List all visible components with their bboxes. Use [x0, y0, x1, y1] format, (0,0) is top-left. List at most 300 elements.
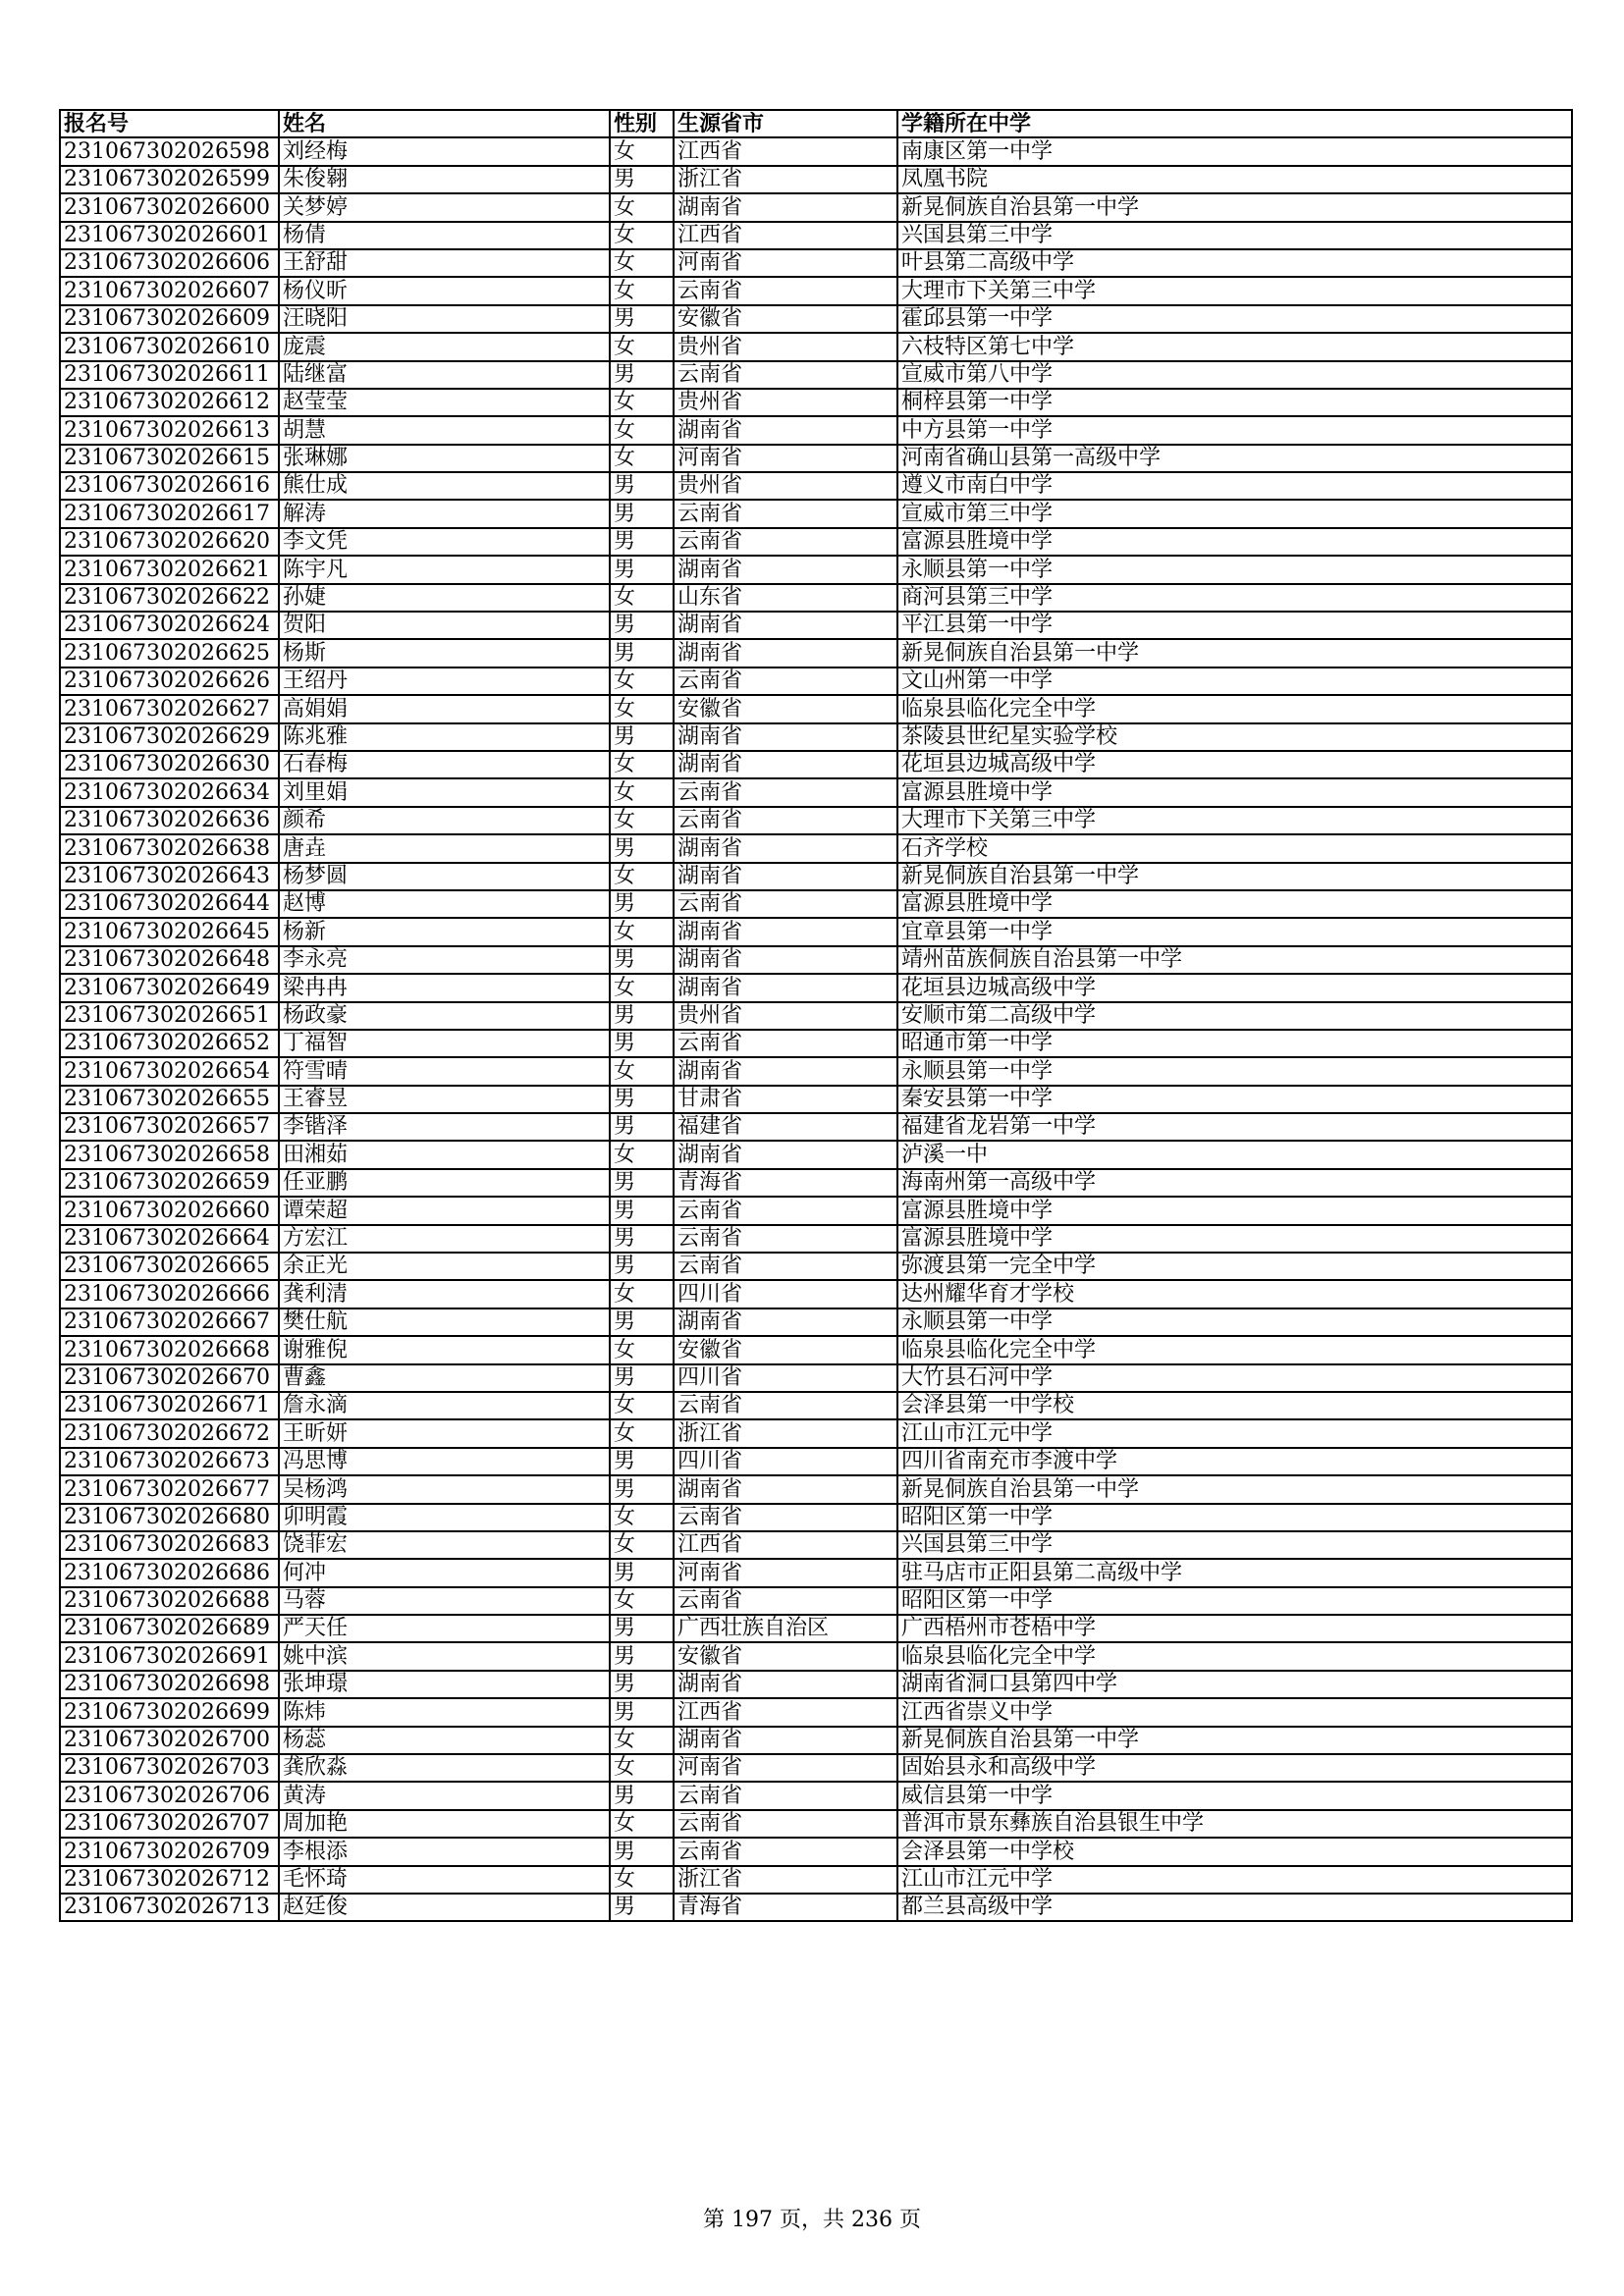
school-cell: 安顺市第二高级中学 — [897, 1002, 1572, 1030]
registration-number-cell: 231067302026673 — [60, 1448, 279, 1475]
gender-cell: 女 — [610, 584, 674, 612]
province-cell: 浙江省 — [674, 1866, 897, 1894]
province-cell: 甘肃省 — [674, 1086, 897, 1113]
header-school: 学籍所在中学 — [897, 110, 1572, 137]
name-cell: 何冲 — [279, 1559, 610, 1586]
gender-cell: 男 — [610, 305, 674, 333]
table-row — [60, 584, 1572, 612]
table-row — [60, 1615, 1572, 1642]
gender-cell: 男 — [610, 1197, 674, 1224]
table-row — [60, 193, 1572, 221]
name-cell: 姚中滨 — [279, 1642, 610, 1670]
table-row — [60, 1531, 1572, 1559]
school-cell: 中方县第一中学 — [897, 416, 1572, 444]
name-cell: 唐垚 — [279, 834, 610, 862]
gender-cell: 男 — [610, 472, 674, 500]
table-row — [60, 974, 1572, 1001]
school-cell: 大竹县石河中学 — [897, 1364, 1572, 1392]
gender-cell: 男 — [610, 639, 674, 667]
gender-cell: 女 — [610, 1810, 674, 1838]
registration-number-cell: 231067302026600 — [60, 193, 279, 221]
school-cell: 达州耀华育才学校 — [897, 1280, 1572, 1308]
school-cell: 宣威市第三中学 — [897, 500, 1572, 527]
registration-number-cell: 231067302026666 — [60, 1280, 279, 1308]
gender-cell: 女 — [610, 667, 674, 695]
gender-cell: 男 — [610, 1838, 674, 1865]
table-row — [60, 1866, 1572, 1894]
table-row — [60, 723, 1572, 751]
registration-number-cell: 231067302026644 — [60, 890, 279, 918]
registration-number-cell: 231067302026654 — [60, 1057, 279, 1085]
registration-number-cell: 231067302026664 — [60, 1225, 279, 1253]
header-row — [60, 110, 1572, 137]
school-cell: 茶陵县世纪星实验学校 — [897, 723, 1572, 751]
province-cell: 云南省 — [674, 807, 897, 834]
province-cell: 云南省 — [674, 778, 897, 806]
registration-number-cell: 231067302026709 — [60, 1838, 279, 1865]
table-row — [60, 890, 1572, 918]
province-cell: 贵州省 — [674, 472, 897, 500]
name-cell: 庞震 — [279, 333, 610, 360]
school-cell: 永顺县第一中学 — [897, 556, 1572, 583]
gender-cell: 男 — [610, 1030, 674, 1057]
table-row — [60, 1364, 1572, 1392]
registration-number-cell: 231067302026668 — [60, 1336, 279, 1363]
school-cell: 江山市江元中学 — [897, 1866, 1572, 1894]
gender-cell: 女 — [610, 1727, 674, 1754]
province-cell: 湖南省 — [674, 556, 897, 583]
registration-number-cell: 231067302026700 — [60, 1727, 279, 1754]
school-cell: 文山州第一中学 — [897, 667, 1572, 695]
school-cell: 会泽县第一中学校 — [897, 1838, 1572, 1865]
gender-cell: 女 — [610, 863, 674, 890]
gender-cell: 男 — [610, 946, 674, 974]
registration-number-cell: 231067302026703 — [60, 1754, 279, 1782]
registration-number-cell: 231067302026627 — [60, 695, 279, 722]
province-cell: 江西省 — [674, 137, 897, 165]
gender-cell: 女 — [610, 807, 674, 834]
registration-number-cell: 231067302026606 — [60, 249, 279, 277]
school-cell: 永顺县第一中学 — [897, 1057, 1572, 1085]
registration-number-cell: 231067302026624 — [60, 612, 279, 639]
table-row — [60, 834, 1572, 862]
table-row — [60, 778, 1572, 806]
province-cell: 河南省 — [674, 249, 897, 277]
registration-number-cell: 231067302026610 — [60, 333, 279, 360]
province-cell: 云南省 — [674, 890, 897, 918]
registration-number-cell: 231067302026609 — [60, 305, 279, 333]
table-row — [60, 222, 1572, 249]
school-cell: 富源县胜境中学 — [897, 1225, 1572, 1253]
province-cell: 云南省 — [674, 1504, 897, 1531]
province-cell: 云南省 — [674, 361, 897, 389]
table-row — [60, 1782, 1572, 1809]
province-cell: 云南省 — [674, 1810, 897, 1838]
province-cell: 河南省 — [674, 1754, 897, 1782]
province-cell: 湖南省 — [674, 834, 897, 862]
registration-number-cell: 231067302026638 — [60, 834, 279, 862]
table-row — [60, 500, 1572, 527]
name-cell: 田湘茹 — [279, 1141, 610, 1168]
registration-number-cell: 231067302026691 — [60, 1642, 279, 1670]
school-cell: 普洱市景东彝族自治县银生中学 — [897, 1810, 1572, 1838]
gender-cell: 男 — [610, 834, 674, 862]
name-cell: 杨蕊 — [279, 1727, 610, 1754]
gender-cell: 女 — [610, 751, 674, 778]
gender-cell: 女 — [610, 1754, 674, 1782]
name-cell: 符雪晴 — [279, 1057, 610, 1085]
province-cell: 云南省 — [674, 667, 897, 695]
name-cell: 毛怀琦 — [279, 1866, 610, 1894]
registration-number-cell: 231067302026651 — [60, 1002, 279, 1030]
province-cell: 湖南省 — [674, 974, 897, 1001]
name-cell: 赵莹莹 — [279, 389, 610, 416]
school-cell: 江山市江元中学 — [897, 1419, 1572, 1447]
school-cell: 宣威市第八中学 — [897, 361, 1572, 389]
gender-cell: 男 — [610, 890, 674, 918]
school-cell: 兴国县第三中学 — [897, 222, 1572, 249]
table-row — [60, 277, 1572, 304]
school-cell: 平江县第一中学 — [897, 612, 1572, 639]
province-cell: 青海省 — [674, 1894, 897, 1921]
registration-number-cell: 231067302026601 — [60, 222, 279, 249]
name-cell: 颜希 — [279, 807, 610, 834]
gender-cell: 男 — [610, 723, 674, 751]
gender-cell: 女 — [610, 193, 674, 221]
province-cell: 云南省 — [674, 1225, 897, 1253]
school-cell: 宜章县第一中学 — [897, 918, 1572, 945]
province-cell: 云南省 — [674, 1030, 897, 1057]
table-row — [60, 863, 1572, 890]
registration-number-cell: 231067302026634 — [60, 778, 279, 806]
school-cell: 新晃侗族自治县第一中学 — [897, 1727, 1572, 1754]
registration-number-cell: 231067302026620 — [60, 528, 279, 556]
school-cell: 泸溪一中 — [897, 1141, 1572, 1168]
gender-cell: 男 — [610, 1642, 674, 1670]
registration-number-cell: 231067302026683 — [60, 1531, 279, 1559]
school-cell: 叶县第二高级中学 — [897, 249, 1572, 277]
gender-cell: 男 — [610, 1448, 674, 1475]
province-cell: 江西省 — [674, 222, 897, 249]
gender-cell: 男 — [610, 1002, 674, 1030]
province-cell: 浙江省 — [674, 1419, 897, 1447]
province-cell: 湖南省 — [674, 1671, 897, 1698]
name-cell: 丁福智 — [279, 1030, 610, 1057]
registration-number-cell: 231067302026648 — [60, 946, 279, 974]
school-cell: 都兰县高级中学 — [897, 1894, 1572, 1921]
table-row — [60, 249, 1572, 277]
province-cell: 山东省 — [674, 584, 897, 612]
province-cell: 湖南省 — [674, 723, 897, 751]
registration-number-cell: 231067302026611 — [60, 361, 279, 389]
gender-cell: 男 — [610, 1225, 674, 1253]
school-cell: 富源县胜境中学 — [897, 528, 1572, 556]
province-cell: 湖南省 — [674, 1727, 897, 1754]
table-row — [60, 612, 1572, 639]
registration-number-cell: 231067302026616 — [60, 472, 279, 500]
name-cell: 梁冉冉 — [279, 974, 610, 1001]
gender-cell: 男 — [610, 1698, 674, 1726]
school-cell: 商河县第三中学 — [897, 584, 1572, 612]
table-row — [60, 472, 1572, 500]
registration-number-cell: 231067302026615 — [60, 445, 279, 472]
school-cell: 临泉县临化完全中学 — [897, 1336, 1572, 1363]
registration-number-cell: 231067302026706 — [60, 1782, 279, 1809]
table-row — [60, 918, 1572, 945]
gender-cell: 女 — [610, 918, 674, 945]
table-row — [60, 946, 1572, 974]
name-cell: 高娟娟 — [279, 695, 610, 722]
name-cell: 李文凭 — [279, 528, 610, 556]
name-cell: 李永亮 — [279, 946, 610, 974]
gender-cell: 女 — [610, 1504, 674, 1531]
registration-number-cell: 231067302026598 — [60, 137, 279, 165]
registration-number-cell: 231067302026630 — [60, 751, 279, 778]
name-cell: 胡慧 — [279, 416, 610, 444]
name-cell: 王绍丹 — [279, 667, 610, 695]
school-cell: 大理市下关第三中学 — [897, 277, 1572, 304]
registration-number-cell: 231067302026643 — [60, 863, 279, 890]
name-cell: 余正光 — [279, 1253, 610, 1280]
name-cell: 吴杨鸿 — [279, 1475, 610, 1503]
gender-cell: 女 — [610, 222, 674, 249]
registration-number-cell: 231067302026659 — [60, 1169, 279, 1197]
school-cell: 富源县胜境中学 — [897, 1197, 1572, 1224]
name-cell: 汪晓阳 — [279, 305, 610, 333]
table-row — [60, 1810, 1572, 1838]
table-row — [60, 1392, 1572, 1419]
table-row — [60, 137, 1572, 165]
school-cell: 富源县胜境中学 — [897, 890, 1572, 918]
school-cell: 威信县第一中学 — [897, 1782, 1572, 1809]
name-cell: 杨倩 — [279, 222, 610, 249]
registration-number-cell: 231067302026612 — [60, 389, 279, 416]
name-cell: 张琳娜 — [279, 445, 610, 472]
gender-cell: 男 — [610, 1615, 674, 1642]
school-cell: 福建省龙岩第一中学 — [897, 1113, 1572, 1141]
name-cell: 王睿昱 — [279, 1086, 610, 1113]
province-cell: 湖南省 — [674, 193, 897, 221]
table-row — [60, 556, 1572, 583]
registration-number-cell: 231067302026665 — [60, 1253, 279, 1280]
gender-cell: 女 — [610, 1141, 674, 1168]
province-cell: 河南省 — [674, 1559, 897, 1586]
school-cell: 湖南省洞口县第四中学 — [897, 1671, 1572, 1698]
page-number-footer: 第 197 页，共 236 页 — [703, 2208, 921, 2232]
registration-number-cell: 231067302026655 — [60, 1086, 279, 1113]
registration-number-cell: 231067302026699 — [60, 1698, 279, 1726]
registration-number-cell: 231067302026707 — [60, 1810, 279, 1838]
table-row — [60, 1197, 1572, 1224]
table-row — [60, 1057, 1572, 1085]
registration-number-cell: 231067302026636 — [60, 807, 279, 834]
province-cell: 云南省 — [674, 528, 897, 556]
gender-cell: 女 — [610, 1392, 674, 1419]
name-cell: 黄涛 — [279, 1782, 610, 1809]
registration-number-cell: 231067302026667 — [60, 1308, 279, 1336]
province-cell: 贵州省 — [674, 333, 897, 360]
school-cell: 江西省崇义中学 — [897, 1698, 1572, 1726]
table-row — [60, 1113, 1572, 1141]
name-cell: 杨新 — [279, 918, 610, 945]
gender-cell: 女 — [610, 778, 674, 806]
registration-number-cell: 231067302026658 — [60, 1141, 279, 1168]
table-row — [60, 1030, 1572, 1057]
province-cell: 湖南省 — [674, 416, 897, 444]
table-body — [60, 137, 1572, 1921]
name-cell: 解涛 — [279, 500, 610, 527]
table-row — [60, 1504, 1572, 1531]
gender-cell: 女 — [610, 1866, 674, 1894]
table-row — [60, 305, 1572, 333]
table-row — [60, 667, 1572, 695]
table-row — [60, 1336, 1572, 1363]
province-cell: 湖南省 — [674, 612, 897, 639]
gender-cell: 女 — [610, 277, 674, 304]
table-row — [60, 389, 1572, 416]
province-cell: 云南省 — [674, 1782, 897, 1809]
registration-number-cell: 231067302026652 — [60, 1030, 279, 1057]
school-cell: 海南州第一高级中学 — [897, 1169, 1572, 1197]
registration-number-cell: 231067302026698 — [60, 1671, 279, 1698]
school-cell: 固始县永和高级中学 — [897, 1754, 1572, 1782]
school-cell: 四川省南充市李渡中学 — [897, 1448, 1572, 1475]
registration-number-cell: 231067302026629 — [60, 723, 279, 751]
gender-cell: 女 — [610, 1587, 674, 1615]
name-cell: 赵博 — [279, 890, 610, 918]
province-cell: 云南省 — [674, 1253, 897, 1280]
school-cell: 驻马店市正阳县第二高级中学 — [897, 1559, 1572, 1586]
province-cell: 四川省 — [674, 1280, 897, 1308]
province-cell: 云南省 — [674, 1838, 897, 1865]
table-row — [60, 1280, 1572, 1308]
name-cell: 陈兆雅 — [279, 723, 610, 751]
registration-number-cell: 231067302026621 — [60, 556, 279, 583]
school-cell: 靖州苗族侗族自治县第一中学 — [897, 946, 1572, 974]
school-cell: 桐梓县第一中学 — [897, 389, 1572, 416]
province-cell: 安徽省 — [674, 1642, 897, 1670]
gender-cell: 男 — [610, 1782, 674, 1809]
province-cell: 广西壮族自治区 — [674, 1615, 897, 1642]
province-cell: 云南省 — [674, 1587, 897, 1615]
school-cell: 霍邱县第一中学 — [897, 305, 1572, 333]
school-cell: 新晃侗族自治县第一中学 — [897, 863, 1572, 890]
registration-number-cell: 231067302026677 — [60, 1475, 279, 1503]
name-cell: 李锴泽 — [279, 1113, 610, 1141]
province-cell: 湖南省 — [674, 863, 897, 890]
gender-cell: 男 — [610, 166, 674, 193]
registration-number-cell: 231067302026626 — [60, 667, 279, 695]
table-row — [60, 1727, 1572, 1754]
registration-number-cell: 231067302026660 — [60, 1197, 279, 1224]
gender-cell: 女 — [610, 137, 674, 165]
table-row — [60, 333, 1572, 360]
gender-cell: 女 — [610, 974, 674, 1001]
table-row — [60, 528, 1572, 556]
table-row — [60, 1838, 1572, 1865]
province-cell: 云南省 — [674, 500, 897, 527]
school-cell: 花垣县边城高级中学 — [897, 974, 1572, 1001]
name-cell: 杨梦圆 — [279, 863, 610, 890]
province-cell: 江西省 — [674, 1531, 897, 1559]
gender-cell: 男 — [610, 528, 674, 556]
gender-cell: 女 — [610, 1531, 674, 1559]
name-cell: 熊仕成 — [279, 472, 610, 500]
header-registration-number: 报名号 — [60, 110, 279, 137]
province-cell: 湖南省 — [674, 1308, 897, 1336]
school-cell: 河南省确山县第一高级中学 — [897, 445, 1572, 472]
registration-number-cell: 231067302026688 — [60, 1587, 279, 1615]
province-cell: 四川省 — [674, 1364, 897, 1392]
school-cell: 遵义市南白中学 — [897, 472, 1572, 500]
table-row — [60, 1002, 1572, 1030]
name-cell: 龚欣淼 — [279, 1754, 610, 1782]
table-row — [60, 1894, 1572, 1921]
table-row — [60, 1225, 1572, 1253]
registration-number-cell: 231067302026613 — [60, 416, 279, 444]
name-cell: 刘里娟 — [279, 778, 610, 806]
registration-number-cell: 231067302026607 — [60, 277, 279, 304]
province-cell: 湖南省 — [674, 946, 897, 974]
gender-cell: 男 — [610, 500, 674, 527]
province-cell: 湖南省 — [674, 639, 897, 667]
roster-sheet — [59, 109, 1571, 1922]
gender-cell: 男 — [610, 1364, 674, 1392]
gender-cell: 男 — [610, 1169, 674, 1197]
name-cell: 方宏江 — [279, 1225, 610, 1253]
registration-number-cell: 231067302026617 — [60, 500, 279, 527]
province-cell: 湖南省 — [674, 1475, 897, 1503]
name-cell: 詹永滴 — [279, 1392, 610, 1419]
gender-cell: 男 — [610, 1559, 674, 1586]
gender-cell: 男 — [610, 361, 674, 389]
name-cell: 李根添 — [279, 1838, 610, 1865]
school-cell: 昭通市第一中学 — [897, 1030, 1572, 1057]
school-cell: 六枝特区第七中学 — [897, 333, 1572, 360]
registration-number-cell: 231067302026686 — [60, 1559, 279, 1586]
registration-number-cell: 231067302026670 — [60, 1364, 279, 1392]
school-cell: 花垣县边城高级中学 — [897, 751, 1572, 778]
gender-cell: 女 — [610, 389, 674, 416]
name-cell: 谢雅倪 — [279, 1336, 610, 1363]
name-cell: 王舒甜 — [279, 249, 610, 277]
table-row — [60, 1141, 1572, 1168]
gender-cell: 男 — [610, 1253, 674, 1280]
province-cell: 四川省 — [674, 1448, 897, 1475]
province-cell: 安徽省 — [674, 1336, 897, 1363]
header-name: 姓名 — [279, 110, 610, 137]
province-cell: 青海省 — [674, 1169, 897, 1197]
name-cell: 饶菲宏 — [279, 1531, 610, 1559]
gender-cell: 男 — [610, 1113, 674, 1141]
registration-number-cell: 231067302026622 — [60, 584, 279, 612]
name-cell: 陈炜 — [279, 1698, 610, 1726]
table-row — [60, 1308, 1572, 1336]
school-cell: 会泽县第一中学校 — [897, 1392, 1572, 1419]
registration-number-cell: 231067302026672 — [60, 1419, 279, 1447]
gender-cell: 男 — [610, 1894, 674, 1921]
table-row — [60, 1642, 1572, 1670]
table-row — [60, 1086, 1572, 1113]
name-cell: 朱俊翱 — [279, 166, 610, 193]
province-cell: 河南省 — [674, 445, 897, 472]
name-cell: 杨仪昕 — [279, 277, 610, 304]
gender-cell: 女 — [610, 1336, 674, 1363]
school-cell: 富源县胜境中学 — [897, 778, 1572, 806]
name-cell: 杨斯 — [279, 639, 610, 667]
school-cell: 永顺县第一中学 — [897, 1308, 1572, 1336]
table-row — [60, 1559, 1572, 1586]
